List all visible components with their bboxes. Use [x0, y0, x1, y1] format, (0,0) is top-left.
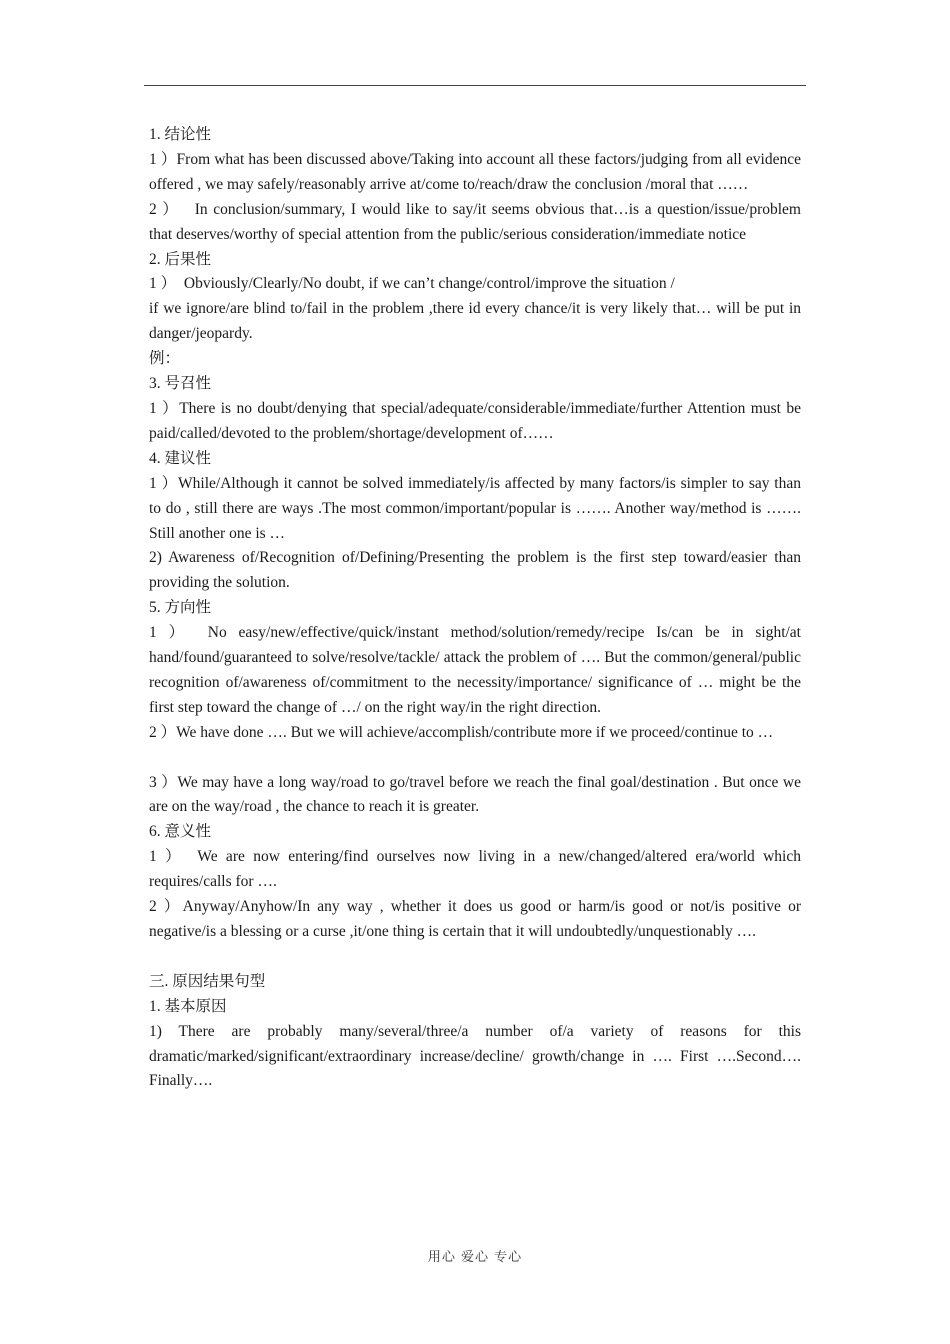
blank-line — [149, 746, 801, 771]
page-footer: 用心 爱心 专心 — [427, 1250, 523, 1265]
section-heading: 2. 后果性 — [149, 250, 212, 268]
paragraph: 1 ） Obviously/Clearly/No doubt, if we can’t change/control/improve the situation / — [149, 275, 675, 293]
paragraph: 1 ）From what has been discussed above/Taking into account all these factors/judging from all evidence offered , we may safely/reasonably arrive at/come to/reach/draw the conclusion /moral that …… — [149, 150, 801, 193]
paragraph: 1 ） We are now entering/find ourselves now living in a new/changed/altered era/world which requires/calls for …. — [149, 848, 801, 891]
section-heading: 3. 号召性 — [149, 375, 212, 393]
section-heading: 4. 建议性 — [149, 449, 212, 467]
header-rule — [144, 85, 806, 86]
paragraph: 1 ） No easy/new/effective/quick/instant method/solution/remedy/recipe Is/can be in sight/at hand/found/guaranteed to solve/resolve/tackle/ attack the problem of …. But the common/general/public recognition of/awareness of/commitment to the necessity/importance/ significance of … might be the first step toward the change of …/ on the right way/in the right direction. — [149, 624, 801, 716]
section-heading: 1. 结论性 — [149, 126, 212, 143]
paragraph: 2 ） In conclusion/summary, I would like to say/it seems obvious that…is a question/issue/problem that deserves/worthy of special attention from the public/serious consideration/immediate notice — [149, 200, 801, 243]
section-heading: 5. 方向性 — [149, 599, 212, 617]
paragraph: 2) Awareness of/Recognition of/Defining/Presenting the problem is the first step toward/easier than providing the solution. — [149, 549, 801, 592]
paragraph: 2 ）We have done …. But we will achieve/accomplish/contribute more if we proceed/continue to … — [149, 723, 774, 741]
paragraph: 3 ）We may have a long way/road to go/travel before we reach the final goal/destination . But once we are on the way/road , the chance to reach it is greater. — [149, 773, 801, 816]
document-body — [149, 123, 801, 1094]
paragraph: 1 ）There is no doubt/denying that special/adequate/considerable/immediate/further Attention must be paid/called/devoted to the problem/shortage/development of…… — [149, 399, 801, 442]
section-heading: 例： — [149, 350, 181, 368]
paragraph: 1 ）While/Although it cannot be solved immediately/is affected by many factors/is simpler to say than to do , still there are ways .The most common/important/popular is ……. Another way/method is ……. Still another one is … — [149, 474, 801, 542]
blank-line — [149, 945, 801, 970]
paragraph: 1) There are probably many/several/three/a number of/a variety of reasons for this dramatic/marked/significant/extraordinary increase/decline/ growth/change in …. First ….Second…. Finally…. — [149, 1022, 801, 1090]
section-heading: 6. 意义性 — [149, 823, 212, 841]
section-heading: 三. 原因结果句型 — [149, 972, 266, 990]
paragraph: 2 ）Anyway/Anyhow/In any way , whether it does us good or harm/is good or not/is positive or negative/is a blessing or a curse ,it/one thing is certain that it will undoubtedly/unquestionably …. — [149, 898, 801, 940]
section-heading: 1. 基本原因 — [149, 997, 227, 1015]
paragraph: if we ignore/are blind to/fail in the problem ,there id every chance/it is very likely that… will be put in danger/jeopardy. — [149, 300, 801, 343]
